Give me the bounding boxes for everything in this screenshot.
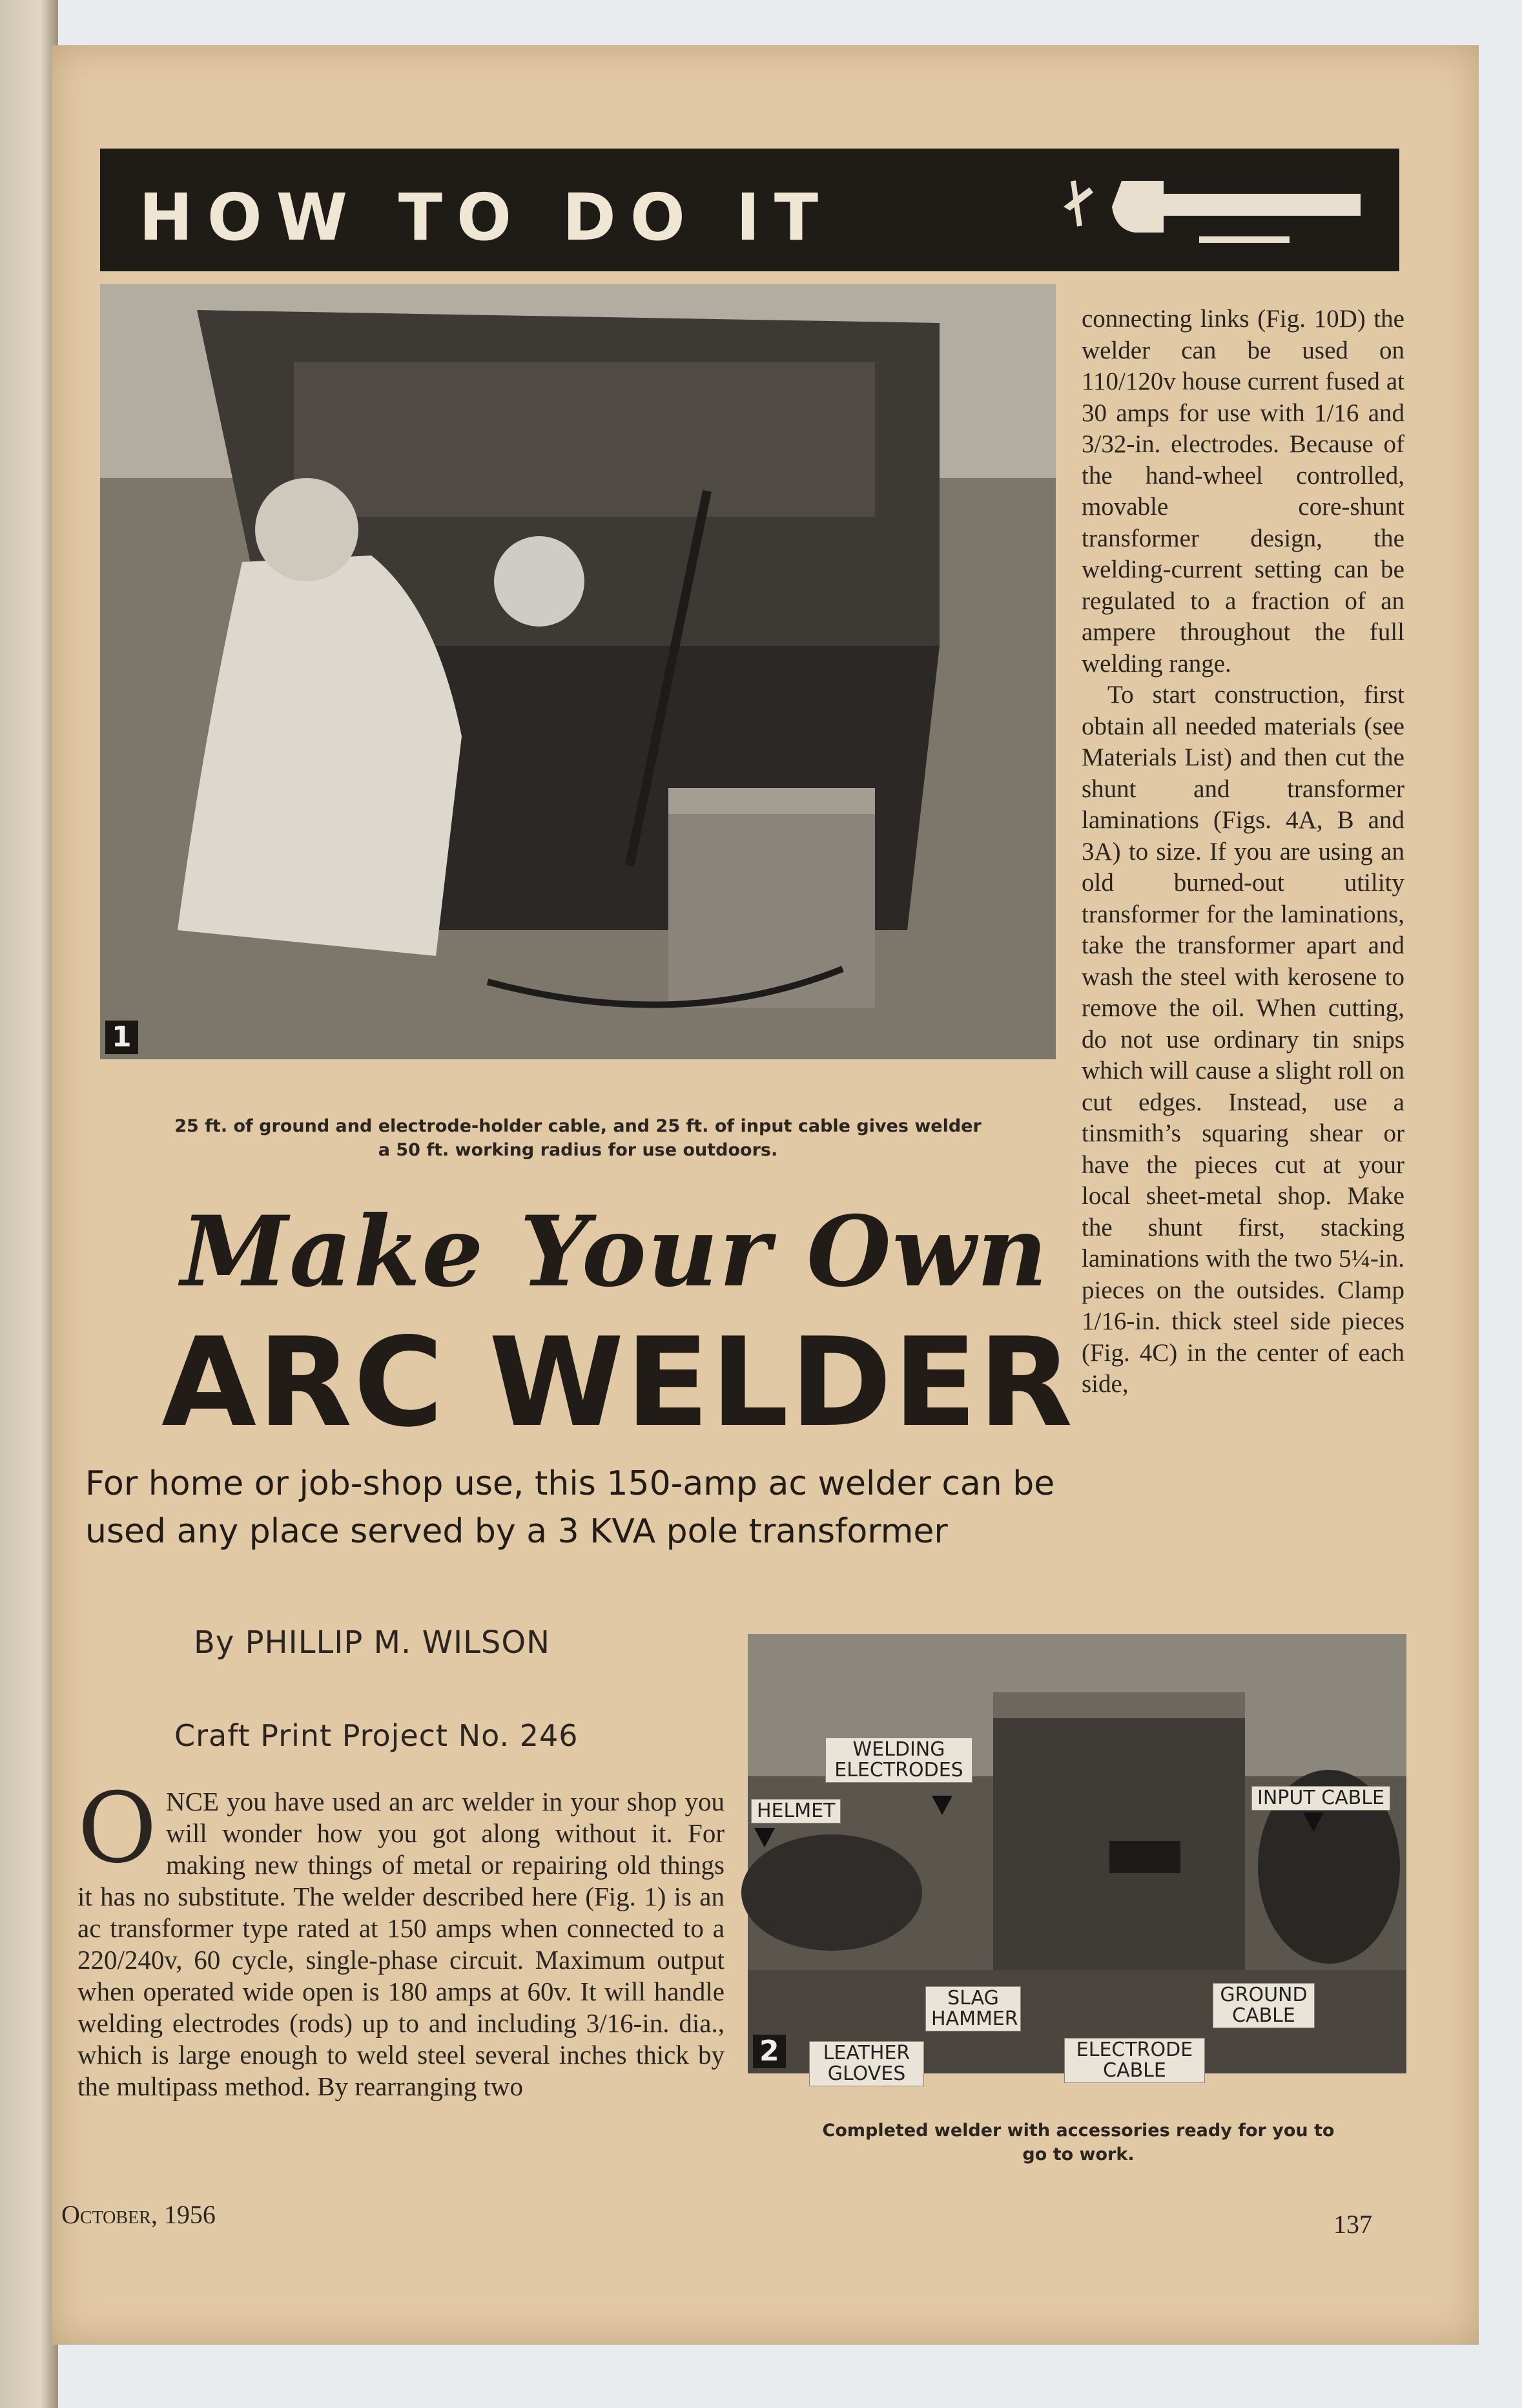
footer-date: October, 1956 <box>61 2200 216 2229</box>
figure-2-caption-line-2: go to work. <box>1022 2144 1135 2164</box>
arrow-input-cable <box>1303 1812 1324 1832</box>
figure-1-caption-line-2: a 50 ft. working radius for use outdoors. <box>378 1140 778 1160</box>
arrow-welding-electrodes <box>932 1796 952 1815</box>
arrow-helmet <box>754 1828 775 1847</box>
figure-2-photo <box>748 1634 1406 2085</box>
page-number: 137 <box>1333 2210 1372 2239</box>
banner-title: HOW TO DO IT <box>139 180 833 255</box>
figure-2-number: 2 <box>753 2035 786 2068</box>
previous-page-edge <box>0 0 58 2408</box>
figure-1-caption-line-1: 25 ft. of ground and electrode-holder cable, and 25 ft. of input cable gives welder <box>174 1116 982 1136</box>
label-ground-cable: GROUND CABLE <box>1213 1983 1315 2028</box>
body-paragraph-1: NCE you have used an arc welder in your shop you will wonder how you got along without it. For making new things of metal or repairing old things it has no substitute. The welder described here (Fig. 1) is an ac transformer type rated at 150 amps when connected to a 220/240v, 60 cycle, single-phase circuit. Maximum output when operated wide open is 180 amps at 60v. It will handle welding electrodes (rods) up to and including 3/16-in. dia., which is large enough to weld steel several inches thick by the multipass method. By rearranging two <box>77 1787 725 2101</box>
section-banner <box>100 149 1399 271</box>
label-helmet: HELMET <box>751 1799 841 1823</box>
label-slag-hammer: SLAG HAMMER <box>925 1986 1021 2031</box>
label-leather-gloves: LEATHER GLOVES <box>809 2041 924 2086</box>
article-subtitle: For home or job-shop use, this 150-amp ac welder can be used any place served by a 3 KVA pole transformer <box>85 1464 1055 1551</box>
figure-2-caption <box>749 2119 1408 2166</box>
magazine-page <box>52 45 1479 2345</box>
label-welding-electrodes: WELDING ELECTRODES <box>825 1738 972 1783</box>
drop-cap: O <box>77 1772 157 1885</box>
figure-1-number: 1 <box>105 1021 138 1054</box>
article-script-title: Make Your Own <box>181 1195 1049 1309</box>
right-paragraph-2: To start construction, first obtain all needed materials (see Materials List) and then cut the shunt and transformer laminations (Figs. 4A, B and 3A) to size. If you are using an old burned-out utility transformer for the laminations, take the transformer apart and wash the steel with kerosene to remove the oil. When cutting, do not use ordinary tin snips which will cause a slight roll on cut edges. Instead, use a tinsmith’s squaring shear or have the pieces cut at your local sheet-metal shop. Make the shunt first, stacking laminations with the two 5¼-in. pieces on the outsides. Clamp 1/16-in. thick steel side pieces (Fig. 4C) in the center of each side, <box>1082 681 1404 1398</box>
label-electrode-cable: ELECTRODE CABLE <box>1064 2038 1205 2083</box>
welding-scene-image <box>100 284 1056 1059</box>
article-body-left <box>77 1772 725 2102</box>
hammer-nail-icon <box>1051 168 1373 252</box>
right-paragraph-1: connecting links (Fig. 10D) the welder can be used on 110/120v house current fused at 30 amps for use with 1/16 and 3/32-in. electrodes. Because of the hand-wheel controlled, movable core-shunt transformer design, the welding-current setting can be regulated to a fraction of an ampere throughout the full welding range. <box>1082 305 1404 678</box>
figure-1-caption <box>84 1114 1072 1162</box>
article-body-right <box>1082 304 1404 1400</box>
figure-1-photo <box>100 284 1056 1059</box>
craft-print-project: Craft Print Project No. 246 <box>174 1718 579 1753</box>
article-byline: By PHILLIP M. WILSON <box>194 1624 551 1661</box>
label-input-cable: INPUT CABLE <box>1251 1786 1390 1811</box>
article-main-title: ARC WELDER <box>161 1311 1075 1454</box>
figure-2-caption-line-1: Completed welder with accessories ready for you to <box>822 2121 1335 2141</box>
